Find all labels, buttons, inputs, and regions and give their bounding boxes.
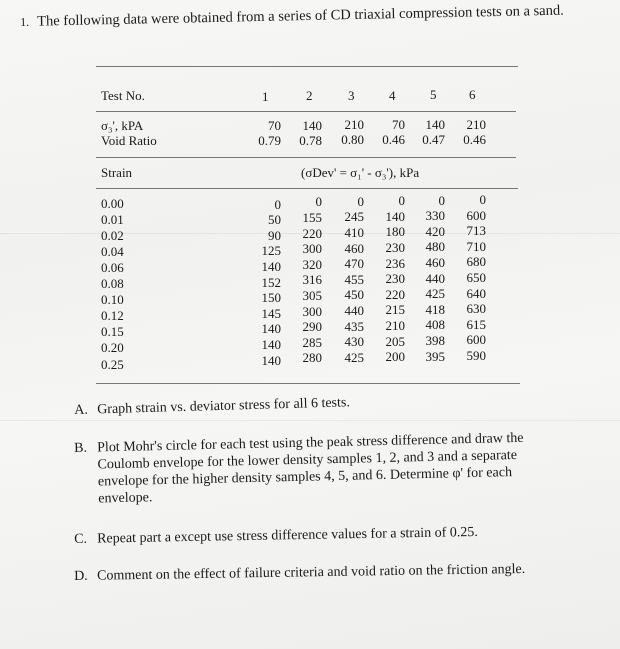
item-text: Repeat part a except use stress difference values for a strain of 0.25. <box>97 524 478 547</box>
deviator-stress-value: 470 <box>344 256 364 272</box>
deviator-stress-value: 425 <box>344 349 364 365</box>
deviator-stress-value: 460 <box>425 255 445 270</box>
item-letter: C. <box>74 531 88 547</box>
strain-value: 0.06 <box>101 260 124 276</box>
deviator-stress-value: 425 <box>425 286 445 302</box>
deviator-stress-value: 125 <box>261 243 281 259</box>
deviator-stress-value: 330 <box>425 208 445 224</box>
question-text: The following data were obtained from a series of CD triaxial compression tests on a sand. <box>36 2 564 30</box>
test-number: 6 <box>469 87 476 102</box>
deviator-stress-value: 440 <box>344 303 364 318</box>
strain-value: 0.08 <box>101 276 124 292</box>
question-number: 1. <box>20 14 30 29</box>
deviator-stress-value: 290 <box>302 319 322 335</box>
deviator-stress-value: 285 <box>302 334 322 350</box>
deviator-stress-value: 640 <box>466 285 486 301</box>
test-number: 3 <box>348 88 355 103</box>
test-number: 2 <box>306 88 313 103</box>
void-ratio-value: 0.78 <box>299 132 322 148</box>
deviator-stress-value: 410 <box>344 225 364 240</box>
test-no-label: Test No. <box>101 88 145 103</box>
test-number: 4 <box>389 88 396 103</box>
deviator-stress-value: 435 <box>344 318 364 334</box>
table-strain-header-rule <box>96 188 518 189</box>
deviator-stress-value: 0 <box>274 196 281 212</box>
deviator-stress-value: 450 <box>344 287 364 303</box>
table-bottom-rule <box>96 383 520 384</box>
deviator-stress-value: 440 <box>425 270 445 286</box>
void-ratio-value: 0.79 <box>258 133 281 148</box>
deviator-stress-value: 220 <box>302 225 322 241</box>
strain-value: 0.10 <box>101 292 124 308</box>
sigma3-value: 140 <box>302 117 322 133</box>
deviator-stress-value: 210 <box>385 318 405 333</box>
deviator-stress-value: 0 <box>357 193 364 209</box>
strain-value: 0.15 <box>101 324 124 340</box>
void-ratio-value: 0.46 <box>382 132 405 148</box>
deviator-stress-value: 140 <box>261 336 281 352</box>
item-text: Plot Mohr's circle for each test using the peak stress difference and draw the Coulomb envelope for the lower density samples 1, 2, and 3 and a separate envelope for the higher density samples 4, 5, and 6. Determine φ' for each envelope. <box>97 430 524 507</box>
paper-crease <box>0 420 620 421</box>
deviator-stress-value: 180 <box>385 224 405 240</box>
strain-value: 0.12 <box>101 308 124 324</box>
sigma3-value: 210 <box>344 117 364 133</box>
deviator-stress-value: 430 <box>344 334 364 350</box>
deviator-stress-value: 140 <box>261 352 281 368</box>
deviator-stress-value: 590 <box>466 348 486 363</box>
deviator-stress-value: 455 <box>344 271 364 287</box>
deviator-stress-value: 480 <box>425 239 445 255</box>
sigma3-value: 70 <box>392 117 405 133</box>
item-letter: B. <box>74 440 88 456</box>
deviator-stress-value: 215 <box>385 302 405 318</box>
strain-label: Strain <box>101 165 133 180</box>
item-text: Graph strain vs. deviator stress for all 6 tests. <box>97 395 351 418</box>
deviator-stress-value: 245 <box>344 209 364 225</box>
deviator-stress-value: 305 <box>302 288 322 303</box>
deviator-stress-value: 50 <box>268 212 281 228</box>
strain-value: 0.25 <box>101 356 124 372</box>
deviator-stress-value: 145 <box>261 305 281 321</box>
deviator-stress-value: 398 <box>425 333 445 348</box>
deviator-stress-value: 615 <box>466 316 486 332</box>
table-header-rule <box>96 111 516 112</box>
deviator-stress-value: 418 <box>425 301 445 317</box>
void-ratio-value: 0.47 <box>422 131 445 147</box>
deviator-stress-label: (σDev' = σ₁' - σ₃'), kPa <box>301 165 420 180</box>
deviator-stress-value: 236 <box>385 255 405 271</box>
deviator-stress-value: 280 <box>302 350 322 366</box>
deviator-stress-value: 140 <box>261 321 281 337</box>
strain-value: 0.00 <box>101 196 124 211</box>
table-top-rule <box>96 66 518 67</box>
deviator-stress-value: 0 <box>398 193 405 209</box>
sigma3-label: σ₃', kPA <box>101 118 144 133</box>
deviator-stress-value: 300 <box>302 303 322 319</box>
sigma3-value: 140 <box>425 116 445 132</box>
deviator-stress-value: 140 <box>385 208 405 224</box>
deviator-stress-value: 150 <box>261 290 281 306</box>
deviator-stress-value: 90 <box>268 227 281 243</box>
void-ratio-value: 0.80 <box>341 132 364 148</box>
deviator-stress-value: 420 <box>425 223 445 239</box>
deviator-stress-value: 152 <box>261 274 281 290</box>
strain-value: 0.04 <box>101 244 124 260</box>
deviator-stress-value: 0 <box>438 192 445 208</box>
item-letter: A. <box>74 402 89 418</box>
deviator-stress-value: 600 <box>466 332 486 348</box>
deviator-stress-value: 0 <box>479 192 486 207</box>
item-b <box>74 430 535 508</box>
table-params-rule <box>96 157 516 158</box>
deviator-stress-value: 316 <box>302 272 322 288</box>
deviator-stress-value: 460 <box>344 240 364 256</box>
deviator-stress-value: 395 <box>425 348 445 364</box>
void-ratio-label: Void Ratio <box>101 133 157 148</box>
deviator-stress-value: 230 <box>385 271 405 287</box>
deviator-stress-value: 320 <box>302 256 322 272</box>
strain-value: 0.02 <box>101 228 124 244</box>
strain-value: 0.20 <box>101 340 124 356</box>
deviator-stress-value: 650 <box>466 270 486 285</box>
deviator-stress-value: 713 <box>466 223 486 239</box>
sigma3-value: 210 <box>466 116 486 132</box>
deviator-stress-value: 630 <box>466 301 486 317</box>
deviator-stress-value: 155 <box>302 210 322 225</box>
deviator-stress-value: 200 <box>385 349 405 365</box>
deviator-stress-value: 408 <box>425 317 445 333</box>
item-text: Comment on the effect of failure criteria and void ratio on the friction angle. <box>97 561 526 584</box>
sigma3-value: 70 <box>268 118 281 133</box>
deviator-stress-value: 300 <box>302 241 322 257</box>
deviator-stress-value: 710 <box>466 238 486 254</box>
void-ratio-value: 0.46 <box>463 131 486 147</box>
deviator-stress-value: 230 <box>385 240 405 255</box>
deviator-stress-value: 140 <box>261 258 281 274</box>
deviator-stress-value: 0 <box>315 194 322 210</box>
deviator-stress-value: 600 <box>466 207 486 223</box>
test-number: 5 <box>430 87 437 102</box>
strain-value: 0.01 <box>101 212 124 228</box>
test-number: 1 <box>262 89 269 104</box>
item-letter: D. <box>74 568 88 584</box>
deviator-stress-value: 220 <box>385 286 405 302</box>
deviator-stress-value: 680 <box>466 254 486 270</box>
deviator-stress-value: 205 <box>385 333 405 349</box>
